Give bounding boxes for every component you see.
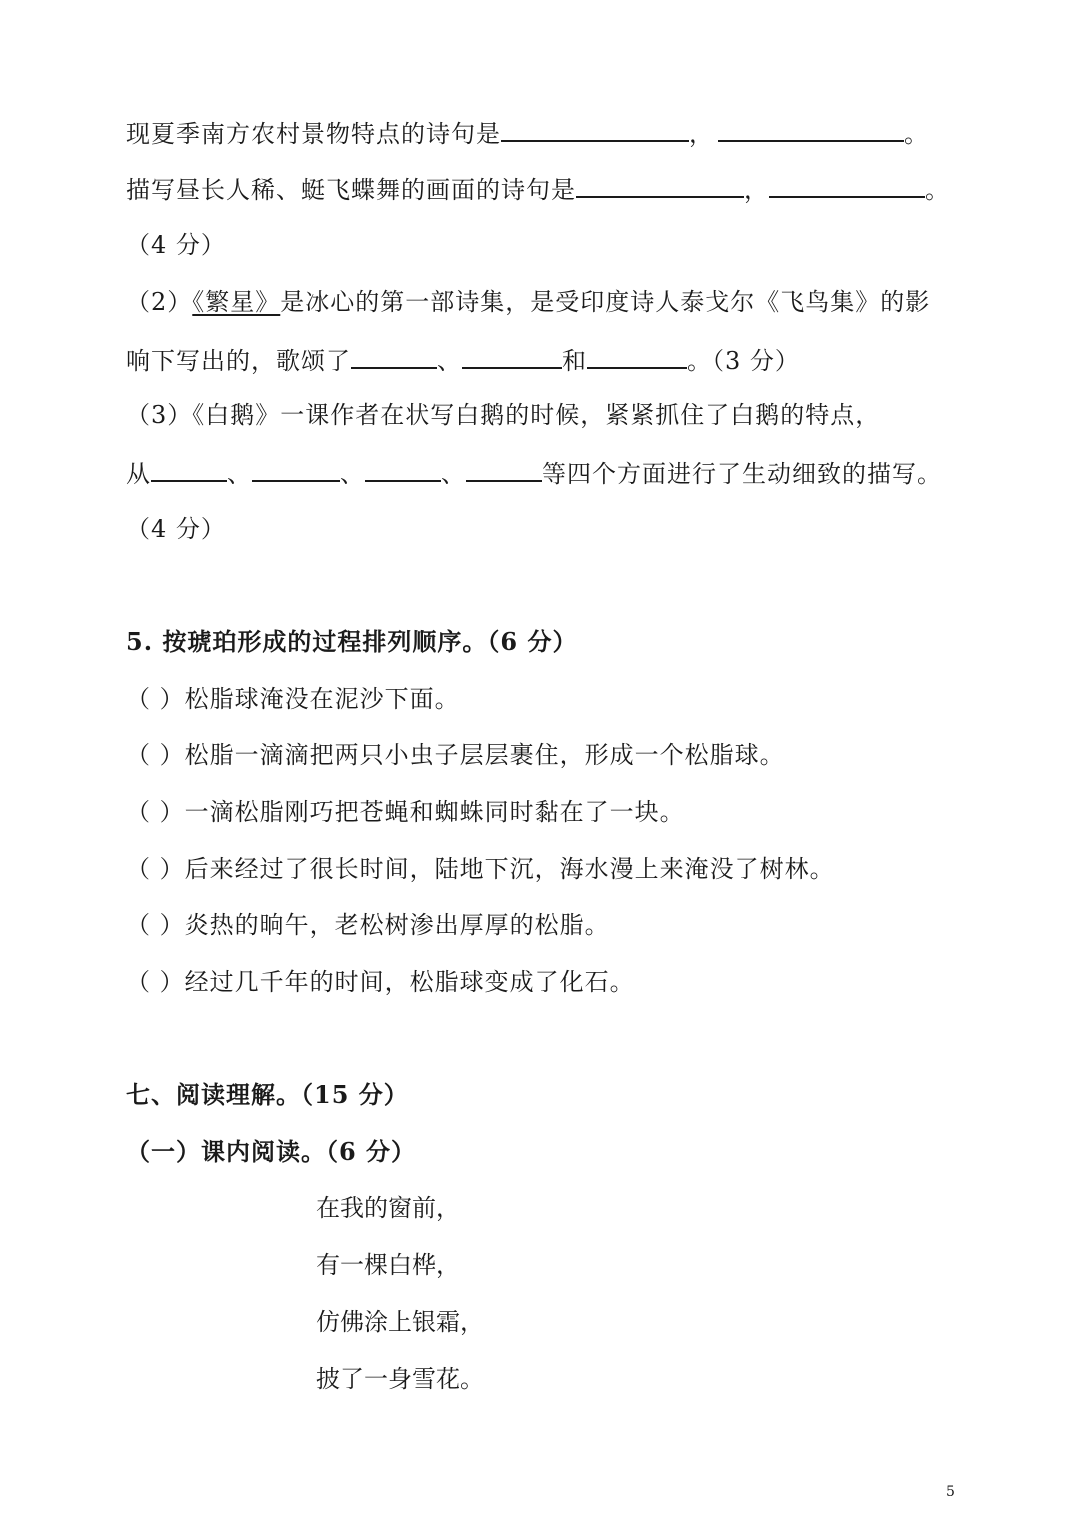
answer-blank[interactable] bbox=[365, 454, 441, 482]
answer-blank[interactable] bbox=[466, 454, 542, 482]
answer-blank[interactable] bbox=[587, 341, 687, 369]
q5-item bbox=[126, 681, 460, 717]
answer-blank[interactable] bbox=[252, 454, 340, 482]
q4-line2-text: 描写昼长人稀、蜓飞蝶舞的画面的诗句是 bbox=[126, 176, 576, 204]
he-text: 和 bbox=[562, 347, 587, 375]
period: 。 bbox=[925, 176, 950, 204]
answer-blank[interactable] bbox=[151, 454, 227, 482]
comma: ， bbox=[744, 176, 769, 204]
book-title: 《繁星》 bbox=[192, 288, 281, 316]
answer-blank[interactable] bbox=[462, 341, 562, 369]
dun-mark: 、 bbox=[441, 460, 466, 488]
answer-bracket[interactable]: （ ） bbox=[126, 685, 185, 713]
q5-item bbox=[126, 851, 835, 887]
poem-line: 披了一身雪花。 bbox=[316, 1365, 484, 1393]
q4-p2-score: 。（3 分） bbox=[687, 347, 800, 375]
answer-bracket[interactable]: （ ） bbox=[126, 855, 185, 883]
dun-mark: 、 bbox=[340, 460, 365, 488]
q4-p2-line1 bbox=[126, 284, 930, 320]
poem-line: 在我的窗前， bbox=[316, 1194, 460, 1222]
answer-bracket[interactable]: （ ） bbox=[126, 741, 185, 769]
q4-score-3: （4 分） bbox=[126, 515, 226, 543]
q4-line1 bbox=[126, 114, 929, 152]
q4-line1-text: 现夏季南方农村景物特点的诗句是 bbox=[126, 120, 501, 148]
dun-mark: 、 bbox=[227, 460, 252, 488]
answer-blank[interactable] bbox=[718, 114, 904, 142]
answer-bracket[interactable]: （ ） bbox=[126, 798, 185, 826]
comma: ， bbox=[689, 120, 714, 148]
q4-line2 bbox=[126, 170, 950, 208]
answer-blank[interactable] bbox=[501, 114, 689, 142]
q5-item-text: 炎热的晌午，老松树渗出厚厚的松脂。 bbox=[184, 911, 610, 939]
q5-title: 5. 按琥珀形成的过程排列顺序。（6 分） bbox=[126, 627, 578, 656]
dun-mark: 、 bbox=[437, 347, 462, 375]
period: 。 bbox=[904, 120, 929, 148]
q5-item-text: 松脂球淹没在泥沙下面。 bbox=[184, 685, 460, 713]
q4-p2-line2-text: 响下写出的，歌颂了 bbox=[126, 347, 351, 375]
from-text: 从 bbox=[126, 460, 151, 488]
page-number: 5 bbox=[946, 1484, 955, 1500]
q5-item bbox=[126, 907, 610, 943]
q4-p2-text: 是冰心的第一部诗集，是受印度诗人泰戈尔《飞鸟集》的影 bbox=[280, 288, 931, 316]
q4-p3-line1: （3）《白鹅》一课作者在状写白鹅的时候，紧紧抓住了白鹅的特点， bbox=[126, 401, 881, 429]
q5-item-text: 松脂一滴滴把两只小虫子层层裹住，形成一个松脂球。 bbox=[184, 741, 785, 769]
answer-blank[interactable] bbox=[351, 341, 437, 369]
answer-bracket[interactable]: （ ） bbox=[126, 911, 185, 939]
answer-bracket[interactable]: （ ） bbox=[126, 968, 185, 996]
q5-item bbox=[126, 794, 685, 830]
item-number: （2） bbox=[126, 288, 193, 316]
q4-p3-rest: 等四个方面进行了生动细致的描写。 bbox=[542, 460, 942, 488]
poem-line: 仿佛涂上银霜， bbox=[316, 1308, 484, 1336]
q5-item-text: 经过几千年的时间，松脂球变成了化石。 bbox=[184, 968, 635, 996]
poem-line: 有一棵白桦， bbox=[316, 1251, 460, 1279]
q5-item bbox=[126, 737, 785, 773]
q4-p2-line2 bbox=[126, 341, 800, 379]
answer-blank[interactable] bbox=[576, 170, 744, 198]
section7-subtitle: （一）课内阅读。（6 分） bbox=[126, 1137, 417, 1166]
answer-blank[interactable] bbox=[769, 170, 925, 198]
q5-item bbox=[126, 964, 635, 1000]
q4-p3-line2 bbox=[126, 454, 942, 492]
q5-item-text: 后来经过了很长时间，陆地下沉，海水漫上来淹没了树林。 bbox=[184, 855, 835, 883]
section7-title: 七、阅读理解。（15 分） bbox=[126, 1080, 409, 1109]
q4-score-1: （4 分） bbox=[126, 231, 226, 259]
q5-item-text: 一滴松脂刚巧把苍蝇和蜘蛛同时黏在了一块。 bbox=[184, 798, 685, 826]
